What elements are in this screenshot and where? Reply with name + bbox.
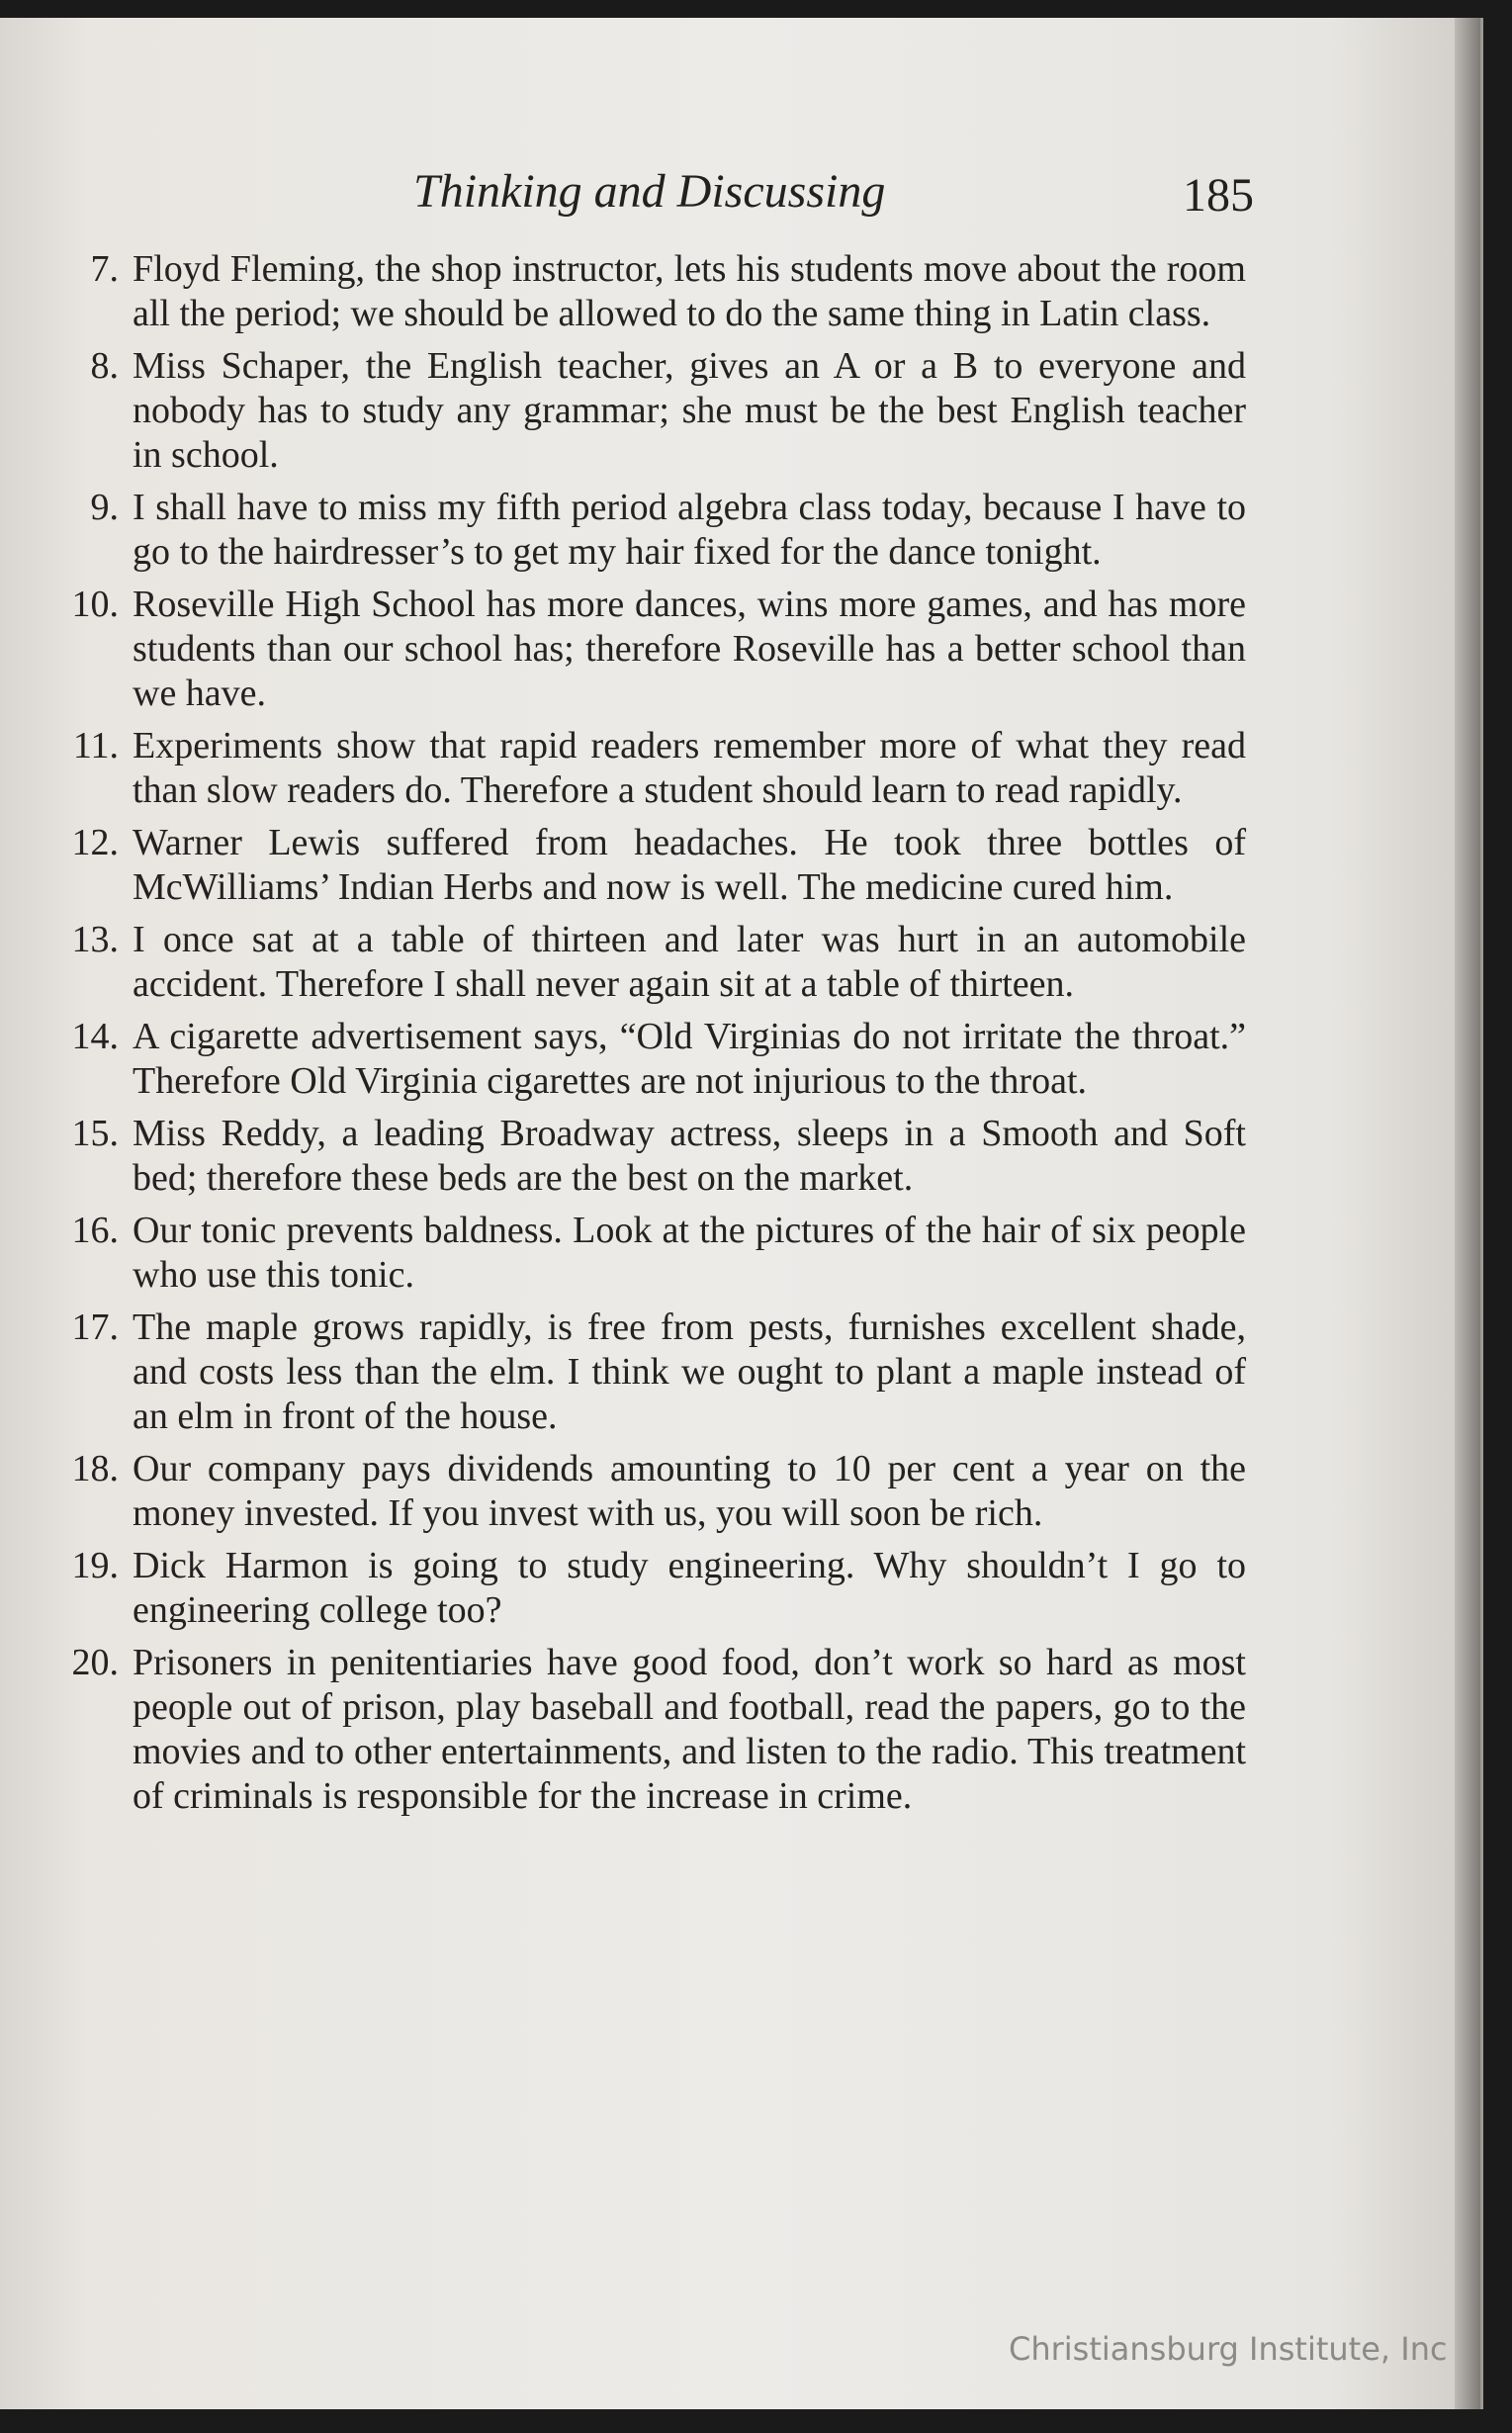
item-number: 20. [71, 1642, 119, 1683]
watermark: Christiansburg Institute, Inc [1009, 2330, 1448, 2368]
item-number: 13. [71, 919, 119, 960]
item-number: 17. [71, 1307, 119, 1348]
item-number: 14. [71, 1016, 119, 1057]
list-item [59, 1112, 1246, 1201]
page-number: 185 [1183, 169, 1254, 222]
item-text: Miss Schaper, the English teacher, gives an A or a B to everyone and nobody has to study any grammar; she must be the best English teacher in school. [133, 345, 1246, 476]
item-number: 16. [71, 1210, 119, 1251]
item-text: Dick Harmon is going to study engineering. Why shouldn’t I go to engineering college too? [133, 1545, 1246, 1631]
list-item [59, 486, 1246, 575]
list-item [59, 583, 1246, 716]
item-text: Our tonic prevents baldness. Look at the pictures of the hair of six people who use this tonic. [133, 1210, 1246, 1296]
list-item [59, 1015, 1246, 1104]
item-number: 7. [90, 248, 119, 290]
item-text: Miss Reddy, a leading Broadway actress, sleeps in a Smooth and Soft bed; therefore these beds are the best on the market. [133, 1113, 1246, 1199]
book-page [0, 18, 1483, 2409]
item-text: Our company pays dividends amounting to 10 per cent a year on the money invested. If you invest with us, you will soon be rich. [133, 1448, 1246, 1534]
page-header [0, 154, 1480, 224]
item-text: I once sat at a table of thirteen and later was hurt in an automobile accident. Therefore I shall never again sit at a table of thirteen. [133, 919, 1246, 1005]
item-number: 18. [71, 1448, 119, 1489]
list-item [59, 1209, 1246, 1298]
item-text: Floyd Fleming, the shop instructor, lets his students move about the room all the period; we should be allowed to do the same thing in Latin class. [133, 248, 1246, 334]
list-item [59, 821, 1246, 910]
item-number: 15. [71, 1113, 119, 1154]
numbered-list [59, 247, 1246, 1827]
item-number: 8. [90, 345, 119, 387]
item-text: The maple grows rapidly, is free from pests, furnishes excellent shade, and costs less than the elm. I think we ought to plant a maple instead of an elm in front of the house. [133, 1307, 1246, 1437]
item-number: 12. [71, 822, 119, 863]
item-text: Warner Lewis suffered from headaches. He took three bottles of McWilliams’ Indian Herbs and now is well. The medicine cured him. [133, 822, 1246, 908]
item-text: Prisoners in penitentiaries have good food, don’t work so hard as most people out of prison, play baseball and football, read the papers, go to the movies and to other entertainments, and listen to the radio. This treatment of criminals is responsible for the increase in crime. [133, 1642, 1246, 1817]
item-text: A cigarette advertisement says, “Old Virginias do not irritate the throat.” Therefore Old Virginia cigarettes are not injurious to the throat. [133, 1016, 1246, 1102]
list-item [59, 918, 1246, 1007]
list-item [59, 1544, 1246, 1633]
list-item [59, 1641, 1246, 1819]
item-text: Experiments show that rapid readers remember more of what they read than slow readers do. Therefore a student should learn to read rapidly. [133, 725, 1246, 811]
list-item [59, 724, 1246, 813]
item-number: 9. [90, 487, 119, 528]
item-text: Roseville High School has more dances, wins more games, and has more students than our school has; therefore Roseville has a better school than we have. [133, 584, 1246, 714]
list-item [59, 1306, 1246, 1439]
page-gutter [1455, 18, 1480, 2409]
item-number: 19. [71, 1545, 119, 1586]
item-text: I shall have to miss my fifth period algebra class today, because I have to go to the hairdresser’s to get my hair fixed for the dance tonight. [133, 487, 1246, 573]
item-number: 10. [71, 584, 119, 625]
list-item [59, 1447, 1246, 1536]
list-item [59, 344, 1246, 478]
list-item [59, 247, 1246, 336]
running-title: Thinking and Discussing [413, 165, 886, 218]
item-number: 11. [72, 725, 119, 766]
